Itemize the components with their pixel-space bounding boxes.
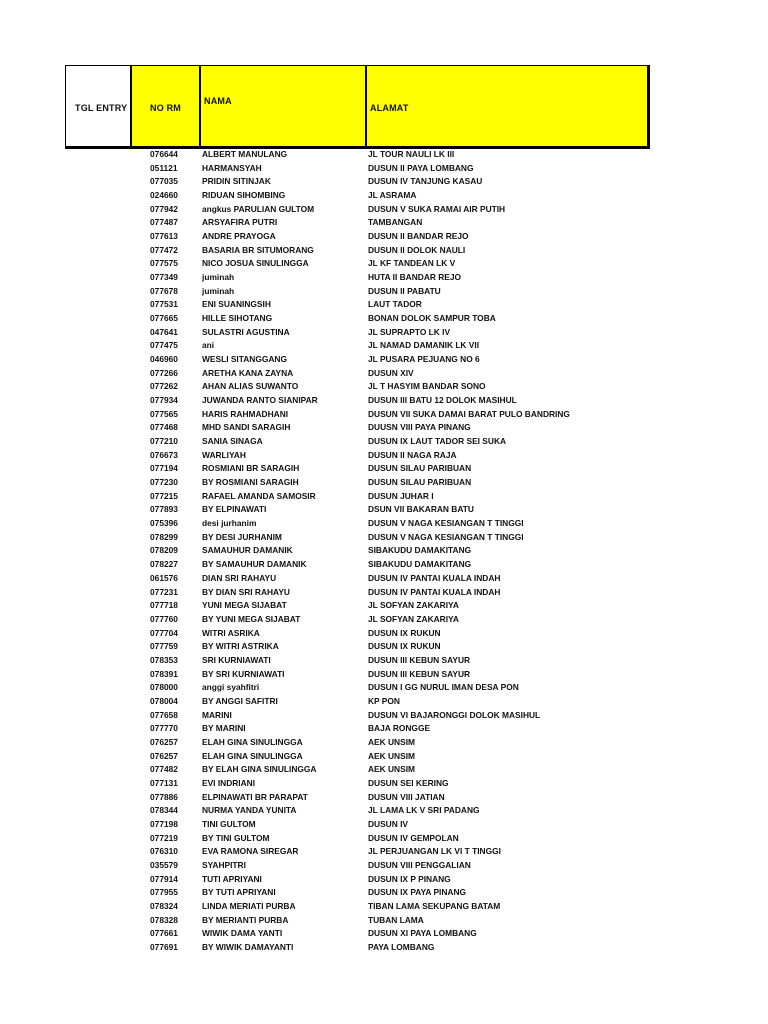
cell-alamat[interactable]: DUSUN IX PAYA PINANG	[368, 887, 467, 898]
cell-no-rm[interactable]: 077942	[150, 203, 178, 214]
cell-alamat[interactable]: JL KF TANDEAN LK V	[368, 258, 456, 269]
cell-alamat[interactable]: BAJA RONGGE	[368, 723, 431, 734]
cell-no-rm[interactable]: 061576	[150, 572, 178, 583]
cell-nama[interactable]: WITRI ASRIKA	[202, 627, 260, 638]
header-tgl-entry-label: TGL ENTRY	[75, 103, 128, 113]
cell-nama[interactable]: juminah	[202, 272, 235, 283]
cell-alamat[interactable]: DUSUN IX RUKUN	[368, 627, 441, 638]
cell-alamat[interactable]: DSUN VII BAKARAN BATU	[368, 504, 474, 515]
cell-nama[interactable]: ANDRE PRAYOGA	[202, 231, 276, 242]
cell-no-rm[interactable]: 024660	[150, 190, 178, 201]
header-alamat[interactable]	[366, 65, 650, 147]
cell-alamat[interactable]: DUSUN IX RUKUN	[368, 641, 441, 652]
cell-alamat[interactable]: DUSUN II NAGA RAJA	[368, 449, 457, 460]
cell-no-rm[interactable]: 075396	[150, 518, 178, 529]
cell-nama[interactable]: TUTI APRIYANI	[202, 873, 262, 884]
cell-alamat[interactable]: DUSUN III KEBUN SAYUR	[368, 654, 471, 665]
cell-nama[interactable]: SANIA SINAGA	[202, 436, 263, 447]
cell-no-rm[interactable]: 077661	[150, 928, 178, 939]
cell-no-rm[interactable]: 077475	[150, 340, 178, 351]
cell-nama[interactable]: RIDUAN SIHOMBING	[202, 190, 286, 201]
header-no-rm-label: NO RM	[150, 103, 181, 113]
cell-alamat[interactable]: DUSUN XI PAYA LOMBANG	[368, 928, 477, 939]
cell-no-rm[interactable]: 076257	[150, 750, 178, 761]
cell-alamat[interactable]: JL PERJUANGAN LK VI T TINGGI	[368, 846, 501, 857]
cell-no-rm[interactable]: 046960	[150, 354, 178, 365]
cell-nama[interactable]: YUNI MEGA SIJABAT	[202, 600, 287, 611]
cell-nama[interactable]: SAMAUHUR DAMANIK	[202, 545, 293, 556]
cell-no-rm[interactable]: 077759	[150, 641, 178, 652]
cell-no-rm[interactable]: 078324	[150, 900, 178, 911]
cell-alamat[interactable]: DUSUN SILAU PARIBUAN	[368, 463, 472, 474]
cell-nama[interactable]: angkus PARULIAN GULTOM	[202, 203, 315, 214]
cell-alamat[interactable]: SIBAKUDU DAMAKITANG	[368, 545, 472, 556]
cell-alamat[interactable]: DUSUN IV PANTAI KUALA INDAH	[368, 586, 501, 597]
cell-nama[interactable]: HARMANSYAH	[202, 162, 262, 173]
cell-nama[interactable]: WIWIK DAMA YANTI	[202, 928, 283, 939]
cell-nama[interactable]: BY ANGGI SAFITRI	[202, 695, 278, 706]
cell-no-rm[interactable]: 077678	[150, 285, 178, 296]
cell-nama[interactable]: ARSYAFIRA PUTRI	[202, 217, 278, 228]
cell-nama[interactable]: WESLI SITANGGANG	[202, 354, 287, 365]
cell-nama[interactable]: HARIS RAHMADHANI	[202, 408, 289, 419]
cell-nama[interactable]: MHD SANDI SARAGIH	[202, 422, 291, 433]
cell-alamat[interactable]: SIBAKUDU DAMAKITANG	[368, 559, 472, 570]
cell-no-rm[interactable]: 077231	[150, 586, 178, 597]
cell-nama[interactable]: SULASTRI AGUSTINA	[202, 326, 290, 337]
cell-alamat[interactable]: TIBAN LAMA SEKUPANG BATAM	[368, 900, 501, 911]
cell-nama[interactable]: EVI INDRIANI	[202, 777, 256, 788]
cell-no-rm[interactable]: 077198	[150, 818, 178, 829]
cell-nama[interactable]: SRI KURNIAWATI	[202, 654, 271, 665]
cell-nama[interactable]: JUWANDA RANTO SIANIPAR	[202, 395, 318, 406]
cell-no-rm[interactable]: 077565	[150, 408, 178, 419]
cell-nama[interactable]: LINDA MERIATI PURBA	[202, 900, 296, 911]
cell-alamat[interactable]: BONAN DOLOK SAMPUR TOBA	[368, 313, 496, 324]
cell-nama[interactable]: BY SRI KURNIAWATI	[202, 668, 285, 679]
cell-nama[interactable]: BY YUNI MEGA SIJABAT	[202, 613, 301, 624]
cell-alamat[interactable]: DUSUN VI BAJARONGGI DOLOK MASIHUL	[368, 709, 541, 720]
cell-no-rm[interactable]: 077613	[150, 231, 178, 242]
table-header	[65, 65, 650, 149]
cell-nama[interactable]: BASARIA BR SITUMORANG	[202, 244, 314, 255]
cell-nama[interactable]: NICO JOSUA SINULINGGA	[202, 258, 309, 269]
cell-alamat[interactable]: JL SUPRAPTO LK IV	[368, 326, 451, 337]
cell-alamat[interactable]: DUSUN II DOLOK NAULI	[368, 244, 466, 255]
cell-nama[interactable]: juminah	[202, 285, 235, 296]
cell-alamat[interactable]: DUSUN SILAU PARIBUAN	[368, 477, 472, 488]
header-no-rm[interactable]	[131, 65, 200, 147]
cell-alamat[interactable]: DUSUN I GG NURUL IMAN DESA PON	[368, 682, 519, 693]
cell-alamat[interactable]: DUSUN IV TANJUNG KASAU	[368, 176, 483, 187]
cell-alamat[interactable]: JL TOUR NAULI LK III	[368, 149, 455, 159]
cell-nama[interactable]: WARLIYAH	[202, 449, 246, 460]
cell-no-rm[interactable]: 077531	[150, 299, 178, 310]
cell-nama[interactable]: ALBERT MANULANG	[202, 149, 288, 159]
cell-no-rm[interactable]: 078000	[150, 682, 178, 693]
cell-no-rm[interactable]: 076257	[150, 736, 178, 747]
cell-no-rm[interactable]: 077955	[150, 887, 178, 898]
cell-no-rm[interactable]: 076644	[150, 149, 178, 159]
cell-nama[interactable]: NURMA YANDA YUNITA	[202, 805, 297, 816]
cell-alamat[interactable]: DUSUN II BANDAR REJO	[368, 231, 469, 242]
header-tgl-entry[interactable]	[65, 65, 131, 147]
cell-alamat[interactable]: AEK UNSIM	[368, 764, 415, 775]
cell-nama[interactable]: ENI SUANINGSIH	[202, 299, 271, 310]
cell-no-rm[interactable]: 077472	[150, 244, 178, 255]
cell-alamat[interactable]: DUSUN IX LAUT TADOR SEI SUKA	[368, 436, 507, 447]
cell-no-rm[interactable]: 078328	[150, 914, 178, 925]
cell-no-rm[interactable]: 077266	[150, 367, 178, 378]
cell-nama[interactable]: EVA RAMONA SIREGAR	[202, 846, 299, 857]
cell-alamat[interactable]: DUSUN JUHAR I	[368, 490, 434, 501]
cell-nama[interactable]: ELAH GINA SINULINGGA	[202, 736, 303, 747]
cell-alamat[interactable]: JL PUSARA PEJUANG NO 6	[368, 354, 480, 365]
cell-nama[interactable]: BY TINI GULTOM	[202, 832, 270, 843]
cell-nama[interactable]: SYAHPITRI	[202, 859, 246, 870]
cell-nama[interactable]: BY ELAH GINA SINULINGGA	[202, 764, 317, 775]
cell-no-rm[interactable]: 051121	[150, 162, 178, 173]
cell-nama[interactable]: BY ROSMIANI SARAGIH	[202, 477, 299, 488]
cell-no-rm[interactable]: 077210	[150, 436, 178, 447]
cell-no-rm[interactable]: 077691	[150, 941, 178, 952]
header-alamat-label: ALAMAT	[370, 103, 409, 113]
cell-no-rm[interactable]: 077349	[150, 272, 178, 283]
cell-nama[interactable]: BY MARINI	[202, 723, 246, 734]
cell-no-rm[interactable]: 076310	[150, 846, 178, 857]
cell-alamat[interactable]: JL SOFYAN ZAKARIYA	[368, 600, 459, 611]
cell-no-rm[interactable]: 077893	[150, 504, 178, 515]
cell-alamat[interactable]: JL SOFYAN ZAKARIYA	[368, 613, 459, 624]
cell-alamat[interactable]: DUSUN XIV	[368, 367, 414, 378]
cell-nama[interactable]: AHAN ALIAS SUWANTO	[202, 381, 299, 392]
cell-no-rm[interactable]: 077914	[150, 873, 178, 884]
cell-nama[interactable]: BY DESI JURHANIM	[202, 531, 282, 542]
cell-nama[interactable]: anggi syahfitri	[202, 682, 260, 693]
cell-no-rm[interactable]: 077760	[150, 613, 178, 624]
cell-nama[interactable]: DIAN SRI RAHAYU	[202, 572, 277, 583]
cell-alamat[interactable]: DUSUN II PAYA LOMBANG	[368, 162, 474, 173]
cell-alamat[interactable]: JL LAMA LK V SRI PADANG	[368, 805, 480, 816]
cell-no-rm[interactable]: 076673	[150, 449, 178, 460]
cell-no-rm[interactable]: 047641	[150, 326, 178, 337]
cell-alamat[interactable]: DUSUN III KEBUN SAYUR	[368, 668, 471, 679]
header-nama-label: NAMA	[204, 96, 232, 106]
cell-alamat[interactable]: DUSUN VII SUKA DAMAI BARAT PULO BANDRING	[368, 408, 570, 419]
cell-nama[interactable]: ROSMIANI BR SARAGIH	[202, 463, 300, 474]
cell-alamat[interactable]: DUSUN IV	[368, 818, 409, 829]
cell-no-rm[interactable]: 077262	[150, 381, 178, 392]
cell-alamat[interactable]: DUSUN III BATU 12 DOLOK MASIHUL	[368, 395, 517, 406]
cell-no-rm[interactable]: 077194	[150, 463, 178, 474]
cell-nama[interactable]: BY DIAN SRI RAHAYU	[202, 586, 290, 597]
cell-alamat[interactable]: DUUSN VIII PAYA PINANG	[368, 422, 471, 433]
cell-nama[interactable]: TINI GULTOM	[202, 818, 256, 829]
cell-nama[interactable]: BY MERIANTI PURBA	[202, 914, 289, 925]
cell-alamat[interactable]: DUSUN V NAGA KESIANGAN T TINGGI	[368, 518, 524, 529]
cell-alamat[interactable]: DUSUN SEI KERING	[368, 777, 449, 788]
cell-no-rm[interactable]: 077934	[150, 395, 178, 406]
cell-no-rm[interactable]: 077770	[150, 723, 178, 734]
cell-no-rm[interactable]: 077575	[150, 258, 178, 269]
cell-alamat[interactable]: AEK UNSIM	[368, 736, 415, 747]
cell-nama[interactable]: ARETHA KANA ZAYNA	[202, 367, 294, 378]
cell-nama[interactable]: HILLE SIHOTANG	[202, 313, 273, 324]
cell-nama[interactable]: MARINI	[202, 709, 232, 720]
cell-no-rm[interactable]: 078227	[150, 559, 178, 570]
cell-no-rm[interactable]: 077035	[150, 176, 178, 187]
cell-nama[interactable]: PRIDIN SITINJAK	[202, 176, 271, 187]
cell-no-rm[interactable]: 077665	[150, 313, 178, 324]
cell-no-rm[interactable]: 078299	[150, 531, 178, 542]
cell-alamat[interactable]: TAMBANGAN	[368, 217, 423, 228]
cell-nama[interactable]: ELAH GINA SINULINGGA	[202, 750, 303, 761]
cell-nama[interactable]: RAFAEL AMANDA SAMOSIR	[202, 490, 316, 501]
cell-alamat[interactable]: AEK UNSIM	[368, 750, 415, 761]
cell-nama[interactable]: BY ELPINAWATI	[202, 504, 267, 515]
cell-no-rm[interactable]: 077131	[150, 777, 178, 788]
cell-no-rm[interactable]: 078344	[150, 805, 178, 816]
cell-alamat[interactable]: DUSUN IX P PINANG	[368, 873, 451, 884]
cell-no-rm[interactable]: 077886	[150, 791, 178, 802]
cell-no-rm[interactable]: 077219	[150, 832, 178, 843]
cell-no-rm[interactable]: 077230	[150, 477, 178, 488]
spreadsheet	[65, 65, 650, 149]
cell-alamat[interactable]: DUSUN VIII PENGGALIAN	[368, 859, 471, 870]
cell-no-rm[interactable]: 077215	[150, 490, 178, 501]
cell-no-rm[interactable]: 077482	[150, 764, 178, 775]
cell-no-rm[interactable]: 078353	[150, 654, 178, 665]
cell-alamat[interactable]: DUSUN II PABATU	[368, 285, 441, 296]
cell-alamat[interactable]: DUSUN V NAGA KESIANGAN T TINGGI	[368, 531, 524, 542]
cell-nama[interactable]: BY SAMAUHUR DAMANIK	[202, 559, 307, 570]
cell-nama[interactable]: BY WIWIK DAMAYANTI	[202, 941, 294, 952]
header-nama[interactable]	[200, 65, 366, 147]
cell-alamat[interactable]: DUSUN V SUKA RAMAI AIR PUTIH	[368, 203, 506, 214]
cell-nama[interactable]: BY WITRI ASTRIKA	[202, 641, 279, 652]
cell-alamat[interactable]: DUSUN VIII JATIAN	[368, 791, 445, 802]
cell-no-rm[interactable]: 077718	[150, 600, 178, 611]
cell-alamat[interactable]: TUBAN LAMA	[368, 914, 424, 925]
cell-no-rm[interactable]: 077468	[150, 422, 178, 433]
cell-alamat[interactable]: JL NAMAD DAMANIK LK VII	[368, 340, 480, 351]
cell-alamat[interactable]: DUSUN IV GEMPOLAN	[368, 832, 459, 843]
cell-nama[interactable]: desi jurhanim	[202, 518, 257, 529]
cell-alamat[interactable]: HUTA II BANDAR REJO	[368, 272, 462, 283]
cell-alamat[interactable]: JL ASRAMA	[368, 190, 417, 201]
cell-no-rm[interactable]: 078391	[150, 668, 178, 679]
cell-nama[interactable]: ani	[202, 340, 215, 351]
cell-no-rm[interactable]: 078209	[150, 545, 178, 556]
cell-alamat[interactable]: KP PON	[368, 695, 400, 706]
cell-no-rm[interactable]: 077658	[150, 709, 178, 720]
cell-alamat[interactable]: LAUT TADOR	[368, 299, 422, 310]
cell-nama[interactable]: ELPINAWATI BR PARAPAT	[202, 791, 308, 802]
cell-no-rm[interactable]: 077704	[150, 627, 178, 638]
cell-alamat[interactable]: DUSUN IV PANTAI KUALA INDAH	[368, 572, 501, 583]
cell-alamat[interactable]: JL T HASYIM BANDAR SONO	[368, 381, 486, 392]
cell-no-rm[interactable]: 035579	[150, 859, 178, 870]
cell-no-rm[interactable]: 077487	[150, 217, 178, 228]
cell-alamat[interactable]: PAYA LOMBANG	[368, 941, 435, 952]
cell-no-rm[interactable]: 078004	[150, 695, 178, 706]
cell-nama[interactable]: BY TUTI APRIYANI	[202, 887, 276, 898]
